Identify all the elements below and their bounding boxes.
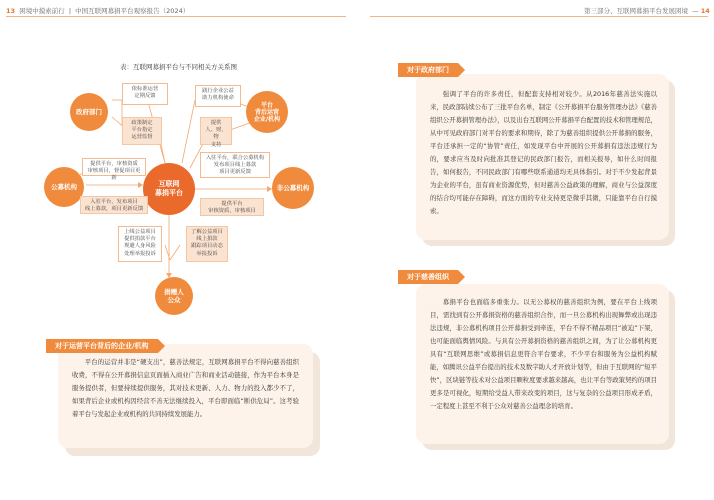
charity-panel — [416, 284, 669, 444]
left-page-number: 13 — [6, 7, 16, 15]
node-nonpublic-orgs-label: 非公募机构 — [276, 184, 310, 192]
box-gov-top: 依标准运营 定期反馈 — [122, 83, 168, 105]
charity-text: 募捐平台也面临多重张力。以无公募权的慈善组织为例，要在平台上线项目，需找到有公开募捐资格的慈善组织合作，而一旦公募机构出现舞弊或出现违法违规，非公募机构项目公开募捐受到牵连，平台不得不精品项目“被迫”下架，也可能面临舆情风险。与具有公开募捐资格的慈善组织之间，为了让公募机构更具有“互联网思维”或募捐信息更符合平台要求，不少平台和服务为公益机构赋能，如腾讯公益平台提出的技术及数字助人才开放计划等，但由于互联网的“短平快”，区块链等技术对公益项目颗粒度要求越来越高，也让平台等政策契约的项目更多是可视化，短期给受益人带来改变的项目，这与复杂的公益项目形成矛盾，一定程度上甚至不利于公众对慈善公益理念的培育。 — [430, 298, 657, 410]
box-biz-support: 提供 人、财、物 支持 — [200, 117, 232, 145]
government-text: 强调了平台的许多责任，但配套支持相对较少。从2016年慈善法实施以来，民政部陆续公布了三批平台名单，制定《公开募捐平台服务管理办法》《慈善组织公开募捐管理办法》，以及出台互联网公开募捐平台配置的技术和管理规范，从中可见政府部门对平台的要求和期待，除了为慈善组织提供公开募捐的服务，平台还承担一定的“协管”责任，如发现平台中开展的公开募捐有违法违规行为的，要求应当及时向批准其登记的民政部门报告，而相关报导，如什么时间报告，如何报告，不同民政部门有哪些联系通道均无具体指引。对于不少发起背景为企业的平台，虽有商业资源优势，但对慈善公益政策的理解，商业与公益深度的结合均可能存在障碍，而这方面的专业支持更是微乎其微，只能靠平台自行摸索。 — [430, 90, 657, 215]
node-nonpublic-orgs — [272, 167, 314, 209]
government-section-label: 对于政府部门 — [398, 63, 458, 77]
node-public-orgs-label: 公募机构 — [51, 183, 77, 191]
node-business-label: 平台 背后运营 企业/机构 — [253, 101, 281, 123]
left-section: 困境中摸索前行 — [19, 7, 65, 15]
box-donor-left: 上线公益项目 提供捐款平台 规避人身风险 处理举报投诉 — [118, 226, 162, 262]
left-report-title: 中国互联网募捐平台观察报告（2024） — [75, 7, 190, 15]
business-section-label: 对于运营平台背后的企业/机构 — [46, 339, 158, 353]
business-panel — [58, 344, 313, 448]
box-nonpublic-upper: 入驻平台，联合公募机构 发布项目线上募款 项目更新反馈 — [200, 152, 270, 178]
right-separator: — — [692, 7, 699, 15]
left-separator: | — [68, 7, 72, 15]
box-nonpublic-lower: 提供平台 审核资质，审核项目 — [200, 198, 264, 216]
right-report-title: 第三部分、互联网募捐平台发展困境 — [584, 7, 688, 15]
box-gov-policy: 政策制定 平台指定 运营监督 — [122, 117, 162, 145]
right-page-number: 14 — [700, 7, 710, 15]
node-government — [70, 93, 108, 131]
figure-title: 表：互联网募捐平台与不同相关方关系图 — [120, 63, 237, 71]
government-panel — [416, 74, 669, 240]
charity-section-label: 对于慈善组织 — [398, 270, 458, 284]
node-business — [246, 91, 288, 133]
center-platform-node — [143, 163, 195, 215]
node-donors-label: 捐赠人 公众 — [164, 288, 184, 304]
node-donors — [155, 277, 193, 315]
node-public-orgs — [44, 167, 84, 207]
box-donor-right: 了解公益项目 线上捐款 跟踪项目动态 举报投诉 — [186, 226, 228, 262]
box-public-lower: 入驻平台，发布项目 线上募款，项目更新反馈 — [80, 196, 148, 214]
node-government-label: 政府部门 — [76, 108, 102, 116]
center-platform-label: 互联网 募捐平台 — [155, 180, 183, 197]
box-public-upper: 提供平台，审核资质 审核项目，督促项目更新 — [82, 158, 146, 176]
business-text: 平台的运营并非是“硬支出”，慈善法规定，互联网募捐平台不得向慈善组织收费，不得在公开募捐信息页面插入商业广告和商业活动链接，作为平台本身是服务提供者，但要持续提供服务，其对技术更新、人力、物力的投入都少不了，如果背后企业或机构因经营不善无法继续投入，平台即面临“断供危局”。这考验着平台与发起企业或机构的共同持续发展能力。 — [72, 358, 299, 418]
box-biz-top: 践行企业公益 助力机构使命 — [195, 85, 241, 107]
